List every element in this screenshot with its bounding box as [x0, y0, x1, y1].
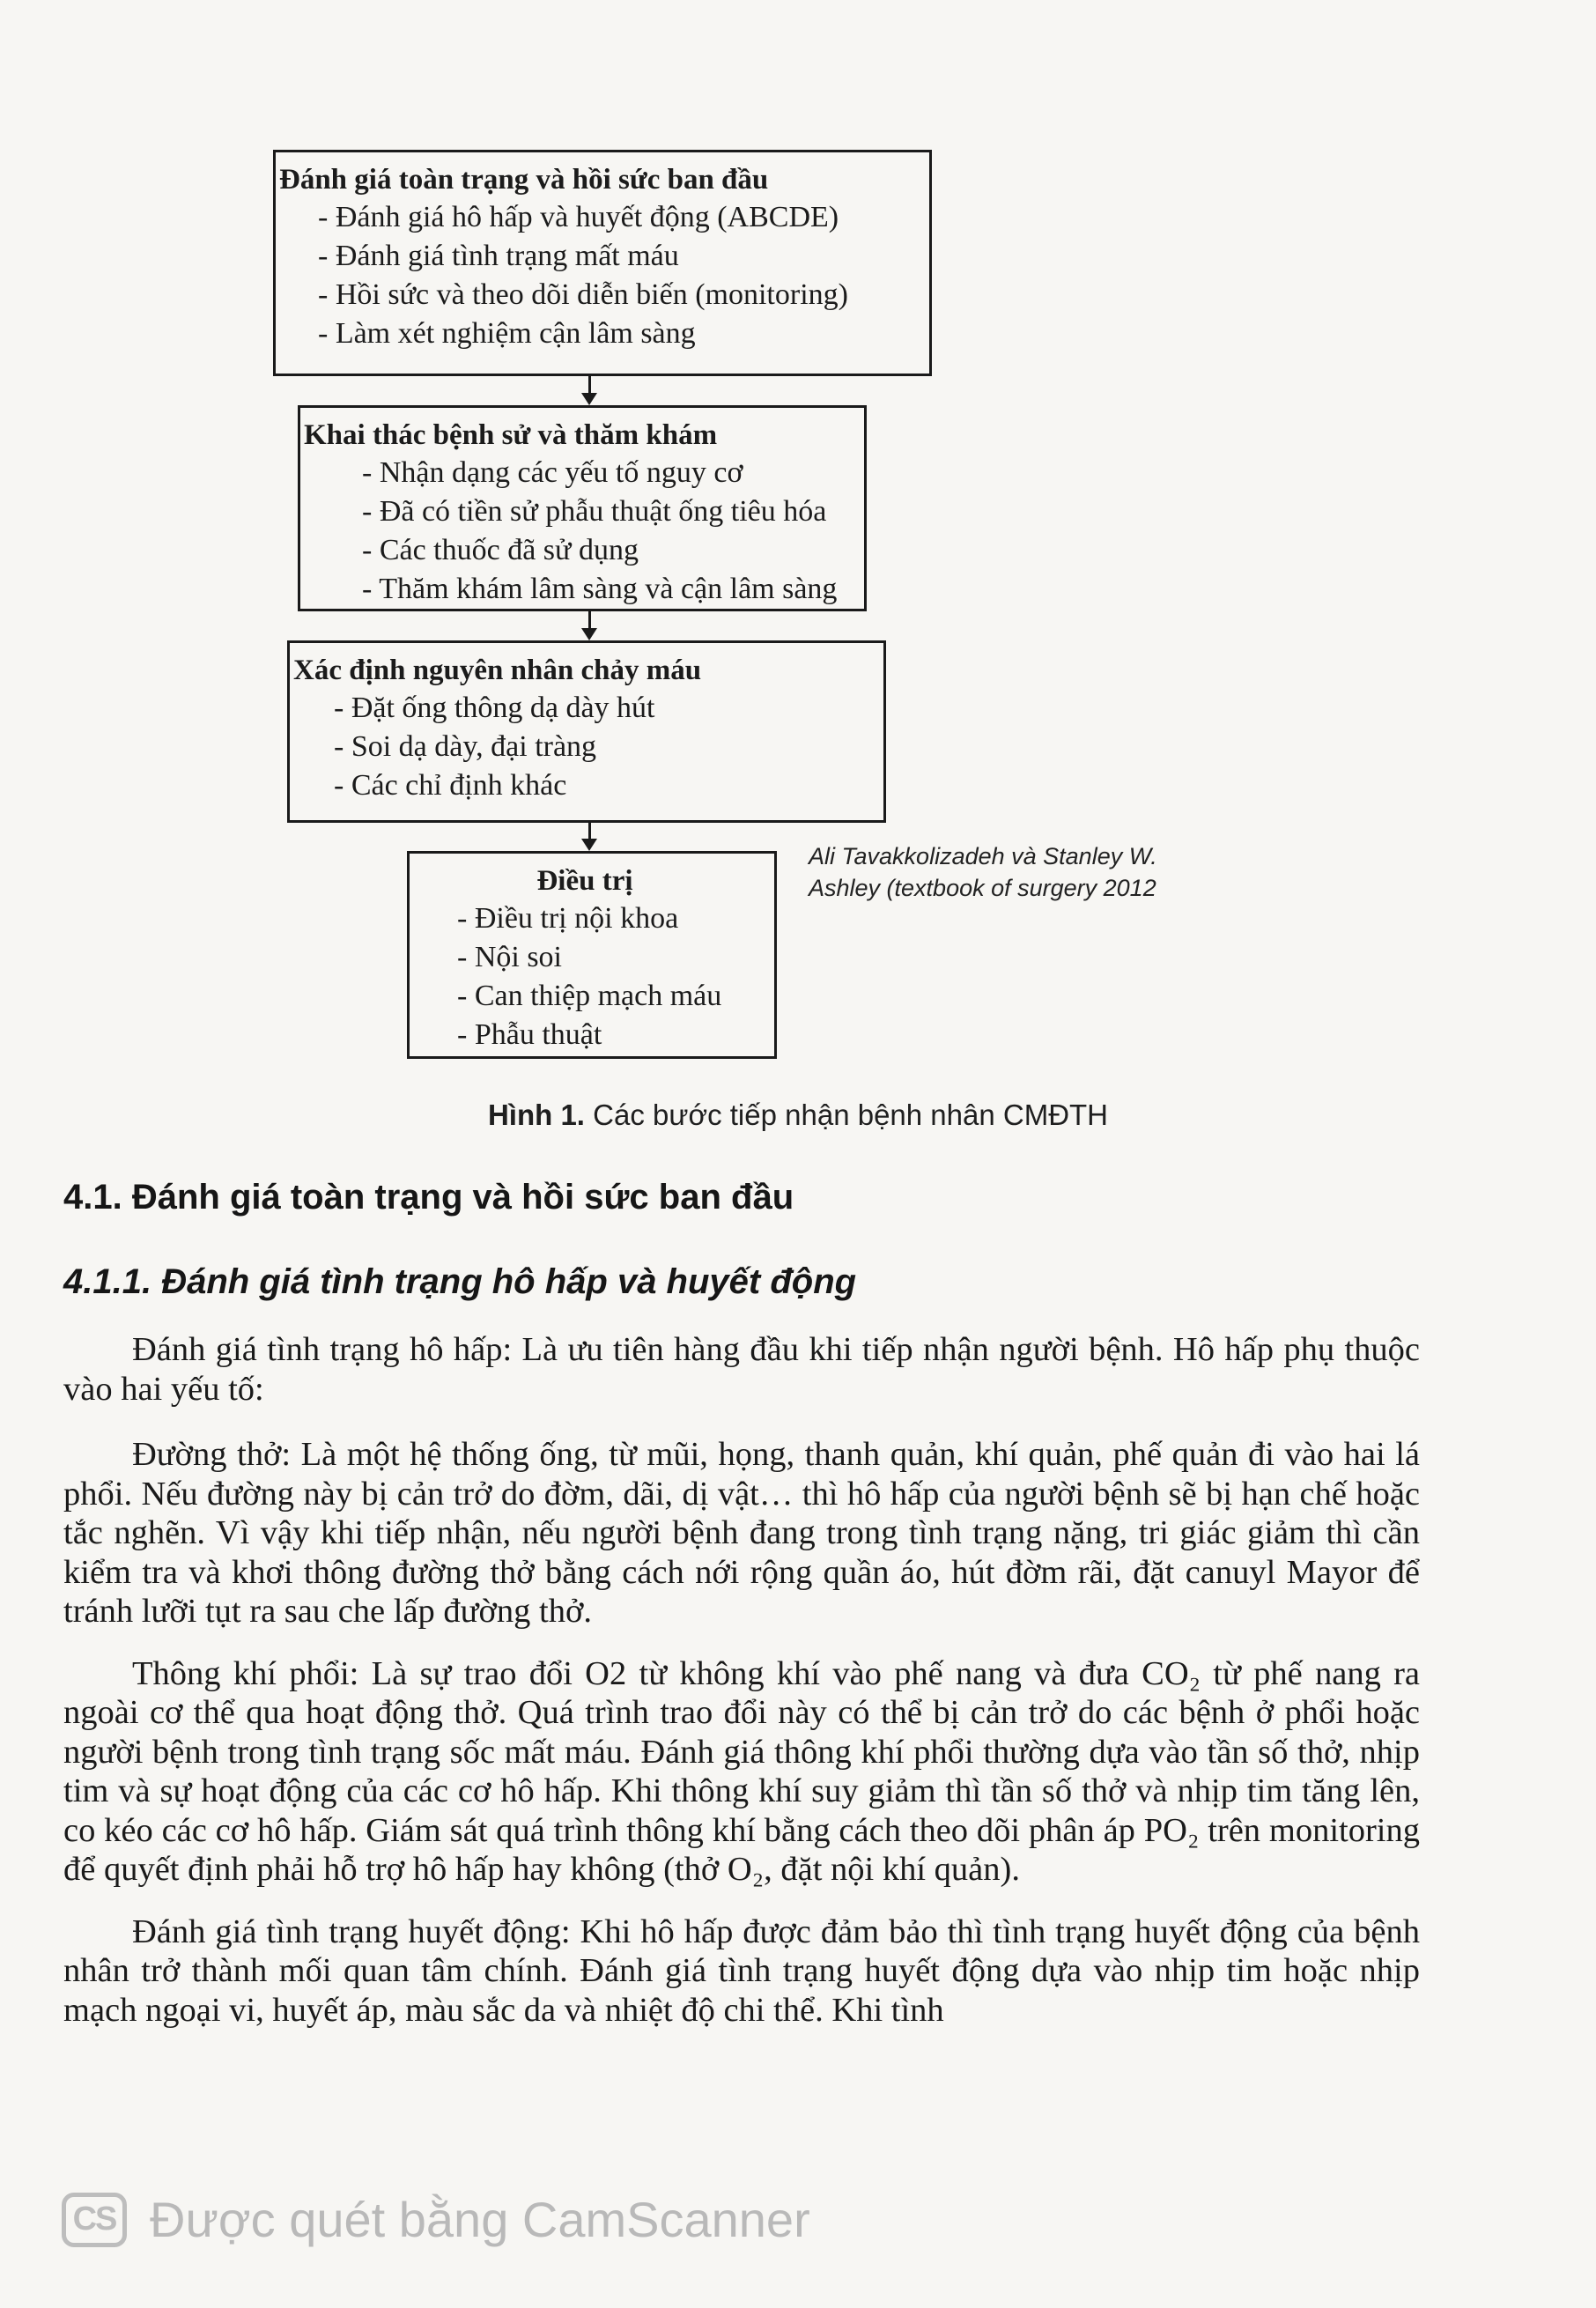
- arrow-head-icon: [581, 839, 597, 851]
- flowchart-box-treatment: [407, 851, 777, 1059]
- box-item: - Đặt ống thông dạ dày hút: [334, 692, 655, 724]
- box-heading: Khai thác bệnh sử và thăm khám: [304, 419, 718, 451]
- paragraph: Đánh giá tình trạng huyết động: Khi hô hấp được đảm bảo thì tình trạng huyết động của bệnh nhân trở thành mối quan tâm chính. Đánh giá tình trạng huyết động dựa vào nhịp tim hoặc nhịp mạch ngoại vi, huyết áp, màu sắc da và nhiệt độ chi thể. Khi tình: [63, 1912, 1420, 2029]
- watermark-text: Được quét bằng CamScanner: [150, 2192, 810, 2247]
- body-text: [63, 1330, 1420, 2053]
- box-item: - Nội soi: [457, 941, 562, 973]
- box-item: - Thăm khám lâm sàng và cận lâm sàng: [362, 573, 838, 605]
- figure-caption-label: Hình 1.: [487, 1099, 585, 1131]
- paragraph: Đánh giá tình trạng hô hấp: Là ưu tiên hàng đầu khi tiếp nhận người bệnh. Hô hấp phụ thuộc vào hai yếu tố:: [63, 1331, 1420, 1408]
- box-heading: Xác định nguyên nhân chảy máu: [293, 655, 702, 686]
- box-item: - Đã có tiền sử phẫu thuật ống tiêu hóa: [362, 495, 827, 528]
- box-item: - Làm xét nghiệm cận lâm sàng: [318, 317, 696, 350]
- flow-arrow: [588, 823, 591, 840]
- camscanner-logo-icon: CS: [62, 2193, 127, 2247]
- arrow-head-icon: [581, 393, 597, 405]
- flow-arrow: [588, 376, 591, 394]
- paragraph: Thông khí phổi: Là sự trao đổi O2 từ không khí vào phế nang và đưa CO₂ từ phế nang ra ngoài cơ thể qua hoạt động thở. Quá trình trao đổi này có thể bị cản trở do các bệnh ở phổi hoặc người bệnh trong tình trạng sốc mất máu. Đánh giá thông khí phổi thường dựa vào tần số thở, nhịp tim và sự hoạt động của các cơ hô hấp. Khi thông khí suy giảm thì tần số thở và nhịp tim tăng lên, co kéo các cơ hô hấp. Giám sát quá trình thông khí bằng cách theo dõi phân áp PO₂ trên monitoring để quyết định phải hỗ trợ hô hấp hay không (thở O₂, đặt nội khí quản).: [63, 1654, 1420, 1888]
- scanner-watermark: [62, 2191, 810, 2248]
- flowchart-box-initial-assessment: [273, 150, 932, 376]
- flow-arrow: [588, 611, 591, 629]
- box-heading: Đánh giá toàn trạng và hồi sức ban đầu: [279, 164, 769, 196]
- box-item: - Đánh giá tình trạng mất máu: [318, 240, 679, 272]
- box-item: - Nhận dạng các yếu tố nguy cơ: [362, 456, 743, 489]
- figure-attribution: Ali Tavakkolizadeh và Stanley W. Ashley (textbook of surgery 2012: [809, 843, 1157, 901]
- flowchart-box-bleeding-cause: [287, 640, 886, 823]
- arrow-head-icon: [581, 628, 597, 640]
- section-heading-4-1: 4.1. Đánh giá toàn trạng và hồi sức ban đầu: [63, 1178, 794, 1217]
- box-heading: Điều trị: [536, 865, 633, 897]
- section-heading-4-1-1: 4.1.1. Đánh giá tình trạng hô hấp và huyết động: [63, 1262, 857, 1301]
- box-item: - Can thiệp mạch máu: [457, 980, 722, 1012]
- box-item: - Hồi sức và theo dõi diễn biến (monitoring): [318, 278, 848, 311]
- box-item: - Phẫu thuật: [457, 1018, 602, 1051]
- figure-caption-text: Các bước tiếp nhận bệnh nhân CMĐTH: [584, 1099, 1109, 1131]
- figure-caption: [0, 1099, 1596, 1132]
- box-item: - Các thuốc đã sử dụng: [362, 534, 639, 566]
- box-item: - Điều trị nội khoa: [457, 902, 679, 935]
- box-item: - Đánh giá hô hấp và huyết động (ABCDE): [318, 201, 839, 233]
- box-item: - Soi dạ dày, đại tràng: [334, 730, 597, 763]
- flowchart-box-history-exam: [298, 405, 867, 611]
- box-item: - Các chỉ định khác: [334, 769, 567, 802]
- paragraph: Đường thở: Là một hệ thống ống, từ mũi, họng, thanh quản, khí quản, phế quản đi vào hai lá phổi. Nếu đường này bị cản trở do đờm, dãi, dị vật… thì hô hấp của người bệnh sẽ bị hạn chế hoặc tắc nghẽn. Vì vậy khi tiếp nhận, nếu người bệnh đang trong tình trạng nặng, tri giác giảm thì cần kiểm tra và khơi thông đường thở bằng cách nới rộng quần áo, hút đờm rãi, đặt canuyl Mayor để tránh lưỡi tụt ra sau che lấp đường thở.: [63, 1436, 1420, 1630]
